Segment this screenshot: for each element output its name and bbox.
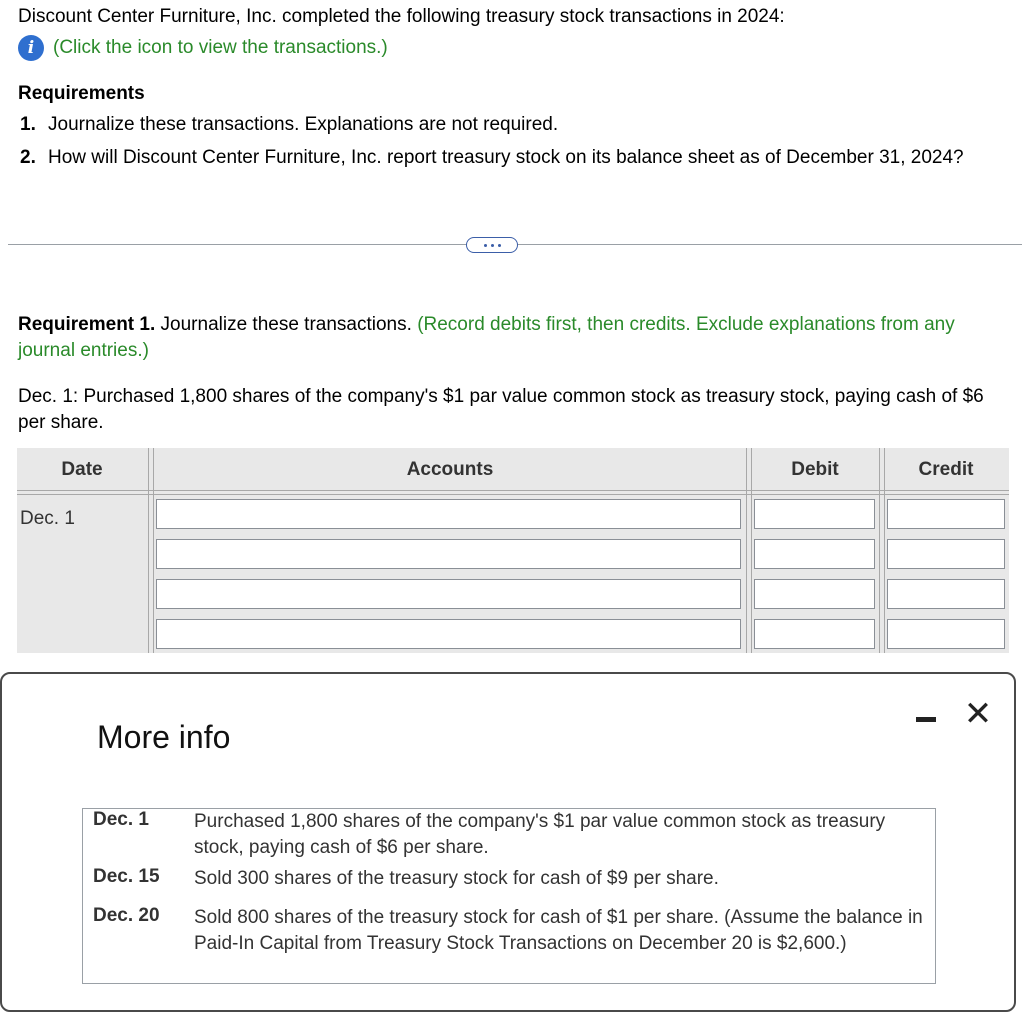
account-input[interactable]: [156, 579, 741, 609]
requirement-1-label: Requirement 1.: [18, 314, 156, 335]
account-input[interactable]: [156, 539, 741, 569]
requirement-1-prompt: [18, 312, 1008, 364]
credit-header: Credit: [918, 459, 974, 480]
account-input[interactable]: [156, 499, 741, 529]
credit-input[interactable]: [887, 579, 1005, 609]
requirement-1-text: Journalize these transactions.: [155, 314, 418, 335]
more-info-dialog: [0, 672, 1016, 1012]
debit-header: Debit: [791, 459, 839, 480]
view-transactions-label[interactable]: (Click the icon to view the transactions.): [53, 37, 388, 58]
requirements-heading: Requirements: [18, 83, 145, 104]
ellipsis-icon[interactable]: [466, 237, 518, 253]
accounts-header: Accounts: [406, 459, 494, 480]
debit-input[interactable]: [754, 619, 875, 649]
info-icon[interactable]: i: [18, 35, 44, 61]
requirement-item-2: [20, 146, 1005, 170]
debit-input[interactable]: [754, 579, 875, 609]
requirements-list: [20, 113, 1005, 179]
dialog-title: More info: [97, 719, 231, 755]
column-separator: [879, 448, 885, 653]
date-header: Date: [61, 459, 103, 480]
transaction-date: Dec. 20: [93, 905, 160, 926]
minimize-icon[interactable]: [914, 713, 938, 725]
requirement-item-1: [20, 113, 1005, 137]
transaction-date: Dec. 1: [93, 809, 149, 830]
credit-input[interactable]: [887, 619, 1005, 649]
requirement-text: Journalize these transactions. Explanations are not required.: [48, 114, 559, 135]
header-separator: [17, 490, 1009, 495]
transaction-text: Purchased 1,800 shares of the company's $1 par value common stock as treasury stock, paying cash of $6 per share.: [194, 811, 886, 858]
requirement-1-hint: (Record debits first, then credits. Exclude explanations from any journal entries.): [18, 314, 955, 361]
entry-date: Dec. 1: [20, 508, 75, 529]
column-separator: [746, 448, 752, 653]
credit-input[interactable]: [887, 539, 1005, 569]
account-input[interactable]: [156, 619, 741, 649]
intro-text: Discount Center Furniture, Inc. completed the following treasury stock transactions in 2024:: [18, 6, 785, 27]
debit-input[interactable]: [754, 499, 875, 529]
transactions-table: [82, 808, 936, 984]
transaction-date: Dec. 15: [93, 866, 160, 887]
credit-input[interactable]: [887, 499, 1005, 529]
column-separator: [148, 448, 154, 653]
close-icon[interactable]: ✕: [963, 695, 993, 733]
transaction-description: Dec. 1: Purchased 1,800 shares of the company's $1 par value common stock as treasury stock, paying cash of $6 per share.: [18, 386, 984, 433]
requirement-number: 1.: [20, 114, 36, 135]
view-transactions-link[interactable]: [18, 35, 388, 61]
journal-entry-table: [17, 448, 1009, 653]
debit-input[interactable]: [754, 539, 875, 569]
transaction-text: Sold 800 shares of the treasury stock for cash of $1 per share. (Assume the balance in Paid-In Capital from Treasury Stock Transactions on December 20 is $2,600.): [194, 907, 923, 954]
requirement-number: 2.: [20, 147, 36, 168]
transaction-text: Sold 300 shares of the treasury stock for cash of $9 per share.: [194, 868, 719, 889]
requirement-text: How will Discount Center Furniture, Inc. report treasury stock on its balance sheet as of December 31, 2024?: [48, 147, 964, 168]
